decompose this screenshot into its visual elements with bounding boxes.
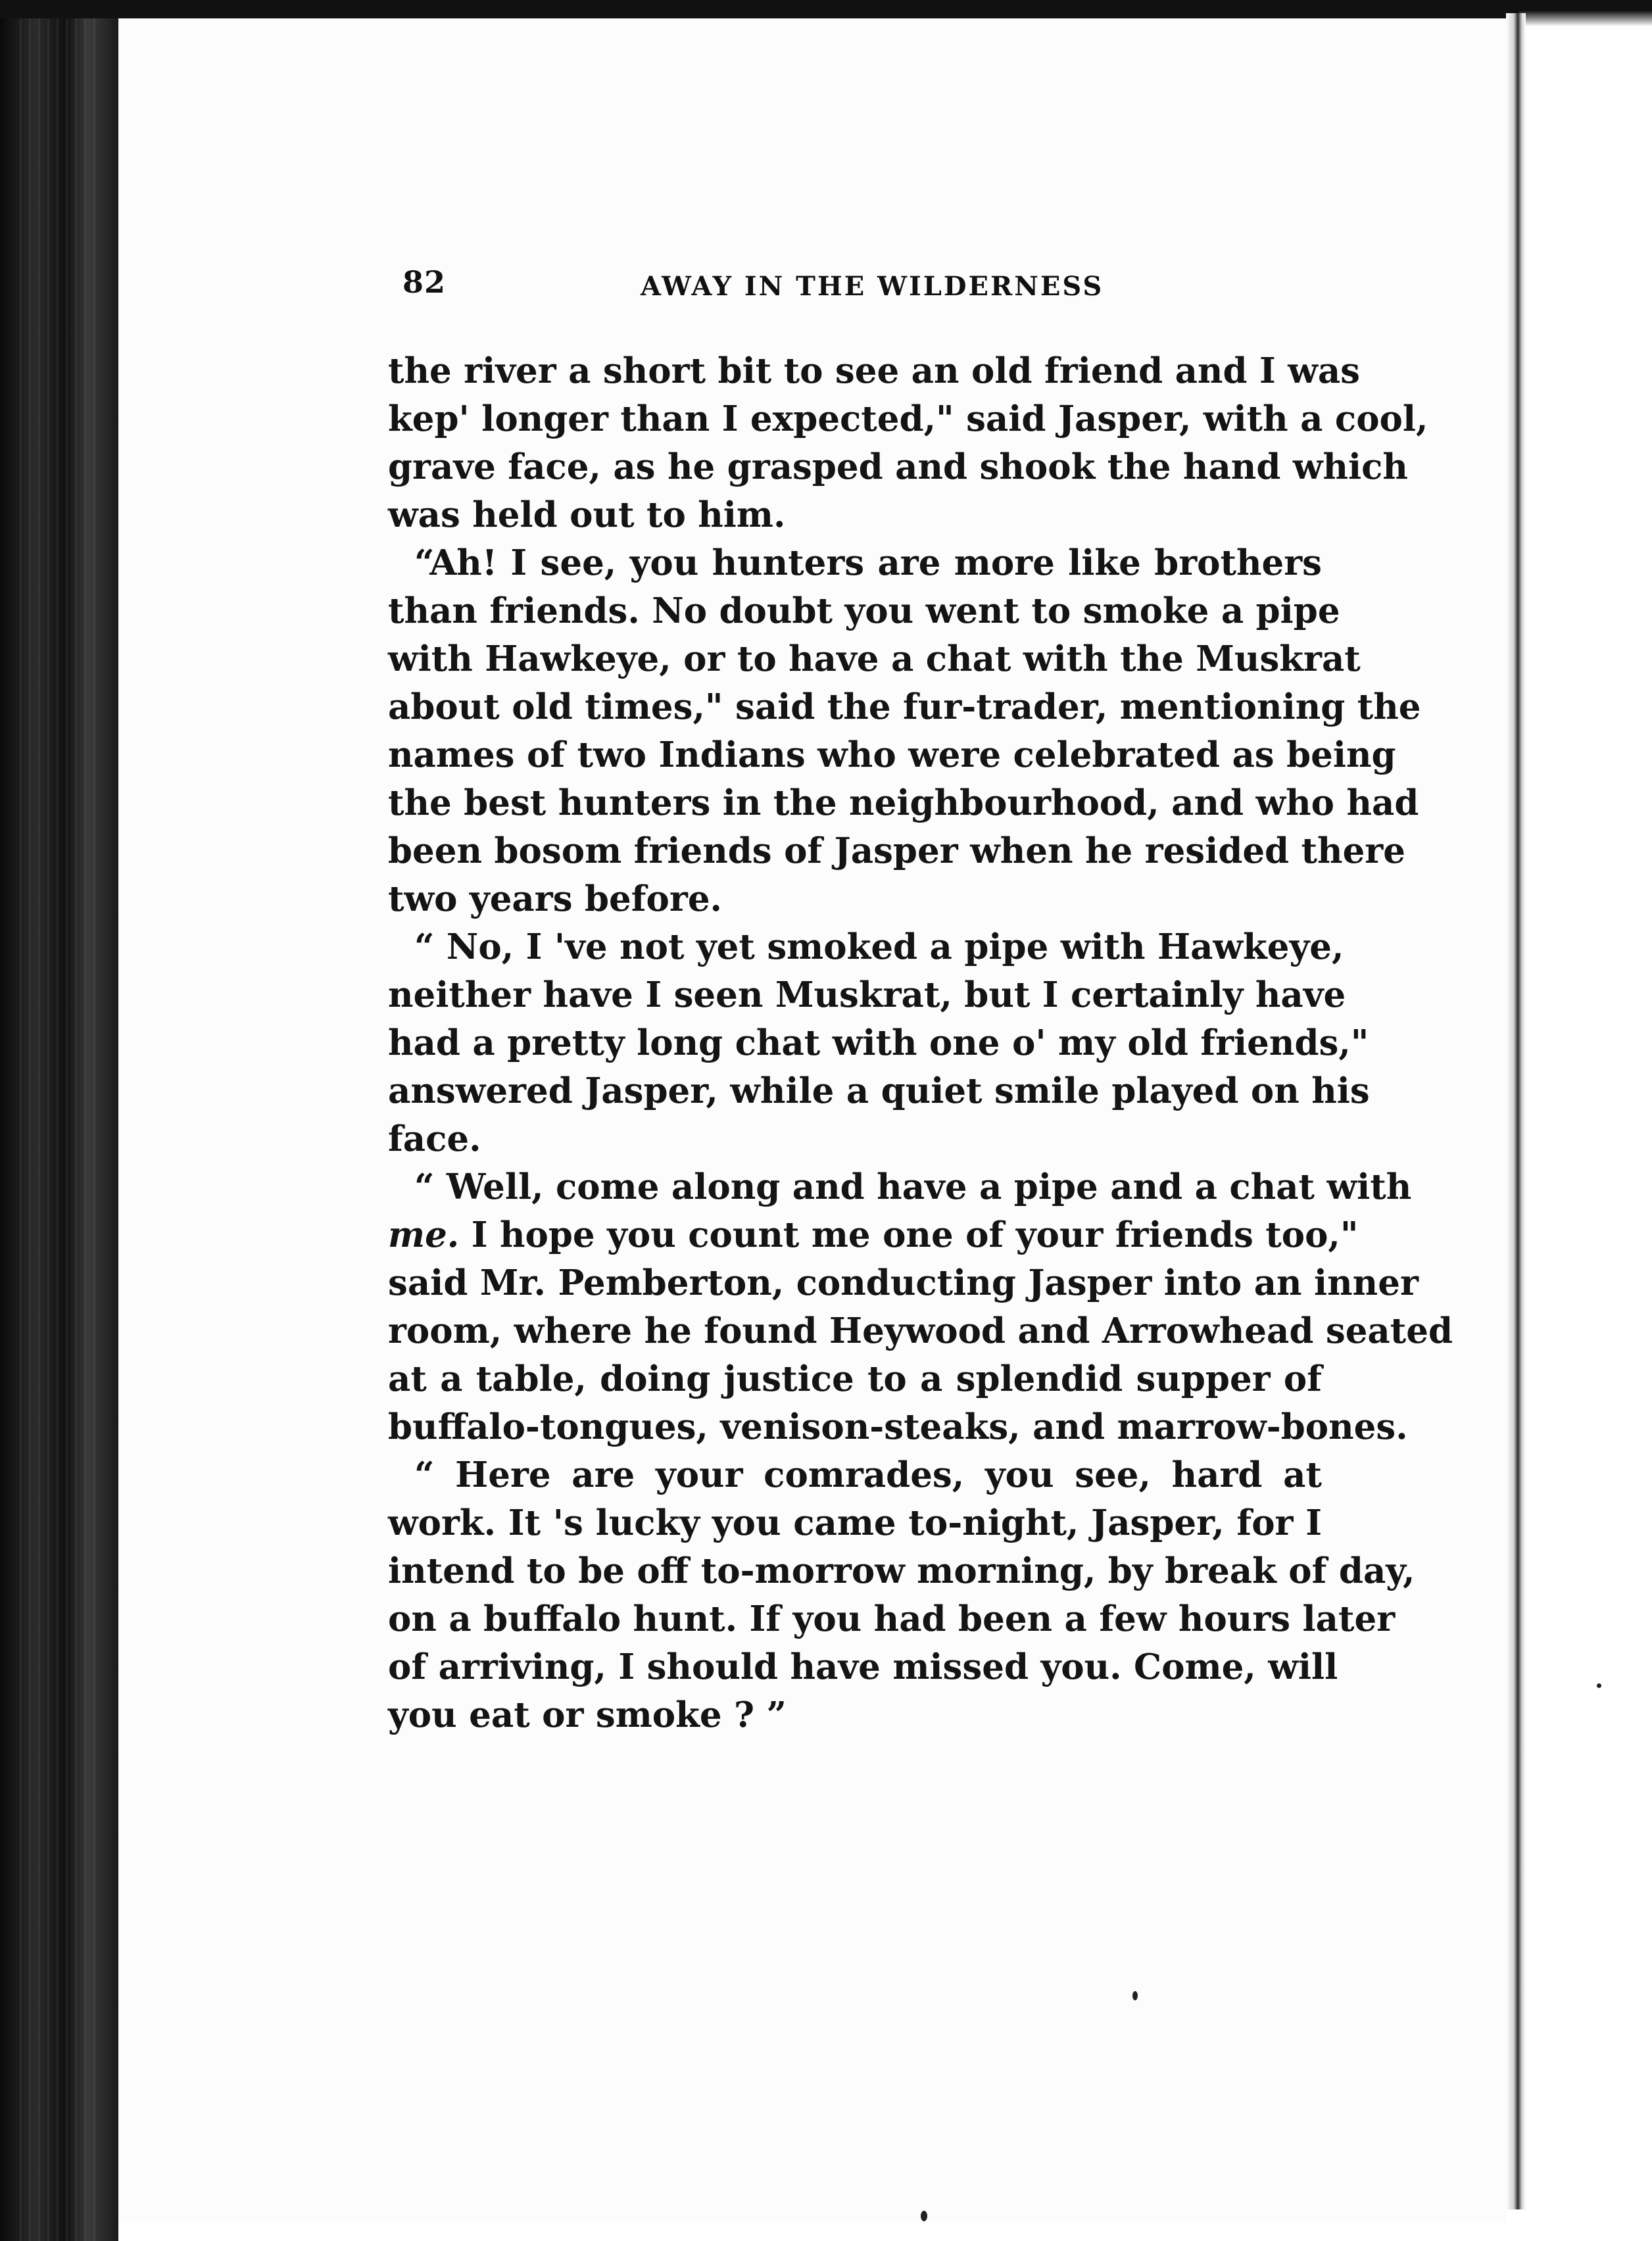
right-top-scan-edge [1519, 0, 1652, 26]
text-line: about old times," said the fur-trader, mentioning the [388, 687, 1421, 727]
text-line: you eat or smoke ? ” [388, 1695, 787, 1735]
binding-texture [20, 0, 99, 2241]
text-line: two years before. [388, 879, 723, 919]
text-line: face. [388, 1119, 481, 1159]
text-line: than friends. No doubt you went to smoke a pipe [388, 590, 1340, 631]
book-binding [0, 0, 118, 2241]
text-line: said Mr. Pemberton, conducting Jasper into an inner [388, 1263, 1419, 1303]
page-header [402, 264, 1104, 310]
text-line: grave face, as he grasped and shook the hand which [388, 446, 1408, 487]
text-line: the river a short bit to see an old friend and I was [388, 350, 1361, 391]
text-line: “ Well, come along and have a pipe and a chat with [414, 1167, 1412, 1207]
text-line: at a table, doing justice to a splendid supper of [388, 1359, 1322, 1399]
scan-speck [921, 2211, 927, 2221]
text-line: “ No, I 've not yet smoked a pipe with Hawkeye, [414, 927, 1344, 967]
page-number: 82 [402, 264, 447, 300]
body-text [388, 347, 1453, 1739]
scan-speck [1597, 1683, 1601, 1688]
italic-word: me. [388, 1215, 460, 1255]
right-page-edge [1506, 13, 1526, 2209]
running-head: AWAY IN THE WILDERNESS [641, 271, 1104, 302]
text-line-rest: I hope you count me one of your friends too," [471, 1215, 1359, 1255]
text-line: answered Jasper, while a quiet smile played on his [388, 1071, 1370, 1111]
text-line: was held out to him. [388, 494, 786, 535]
text-line: neither have I seen Muskrat, but I certainly have [388, 975, 1346, 1015]
text-line: “ Here are your comrades, you see, hard at [414, 1455, 1322, 1495]
top-scan-edge [0, 0, 1652, 18]
text-line: the best hunters in the neighbourhood, and who had [388, 783, 1419, 823]
text-line: buffalo-tongues, venison-steaks, and marrow-bones. [388, 1407, 1408, 1447]
text-line: with Hawkeye, or to have a chat with the Muskrat [388, 639, 1361, 679]
text-line-with-italic [388, 1211, 1359, 1259]
text-line: work. It 's lucky you came to-night, Jasper, for I [388, 1503, 1322, 1543]
text-line: of arriving, I should have missed you. Come, will [388, 1647, 1338, 1687]
text-line: kep' longer than I expected," said Jasper, with a cool, [388, 398, 1428, 439]
text-line: had a pretty long chat with one o' my old friends," [388, 1023, 1369, 1063]
text-line: room, where he found Heywood and Arrowhead seated [388, 1311, 1453, 1351]
text-line: names of two Indians who were celebrated as being [388, 735, 1396, 775]
text-line: been bosom friends of Jasper when he resided there [388, 831, 1405, 871]
scan-speck [1132, 1991, 1138, 2000]
text-line: “Ah! I see, you hunters are more like brothers [414, 542, 1322, 583]
text-line: intend to be off to-morrow morning, by break of day, [388, 1551, 1415, 1591]
text-line: on a buffalo hunt. If you had been a few hours later [388, 1599, 1396, 1639]
